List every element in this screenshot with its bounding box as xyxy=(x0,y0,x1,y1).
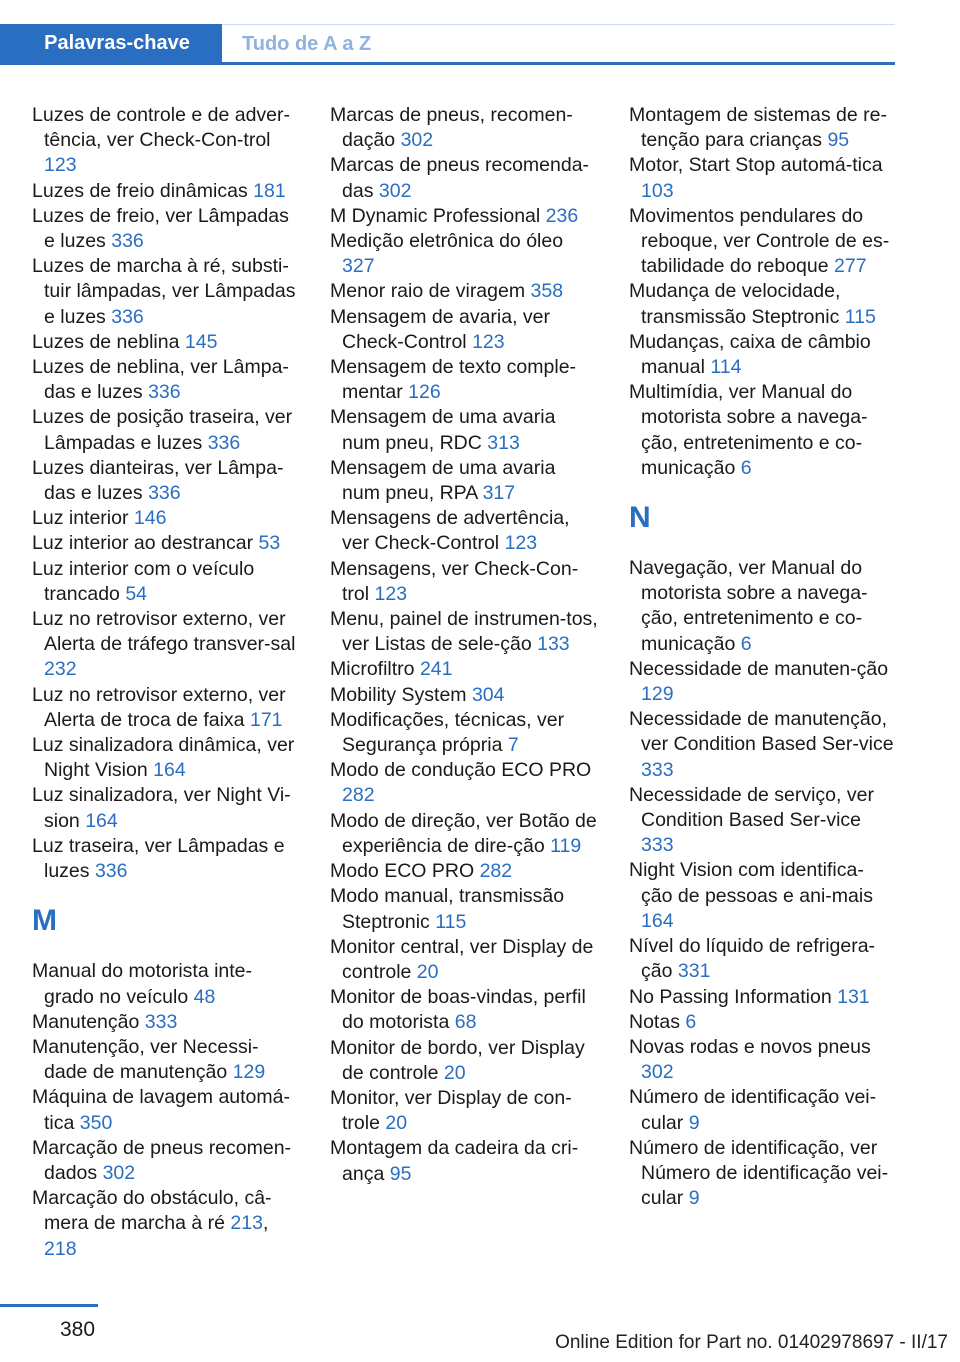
index-entry xyxy=(330,103,598,153)
index-entry-term: Mensagens, ver Check-Con-trol xyxy=(330,557,579,605)
index-entry xyxy=(629,783,895,859)
index-entry-term: Luzes de marcha à ré, substi-tuir lâmpadas, ver Lâmpadas e luzes xyxy=(32,255,296,328)
index-entry-term: Necessidade de manutenção, ver Condition Based Ser-vice xyxy=(629,708,894,756)
index-entry xyxy=(32,1186,298,1262)
index-entry xyxy=(330,229,598,279)
page-ref-link[interactable]: 115 xyxy=(435,910,467,933)
index-entry-term: Marcação de pneus recomen-dados xyxy=(32,1136,292,1184)
index-entry-term: Monitor de boas-vindas, perfil do motorista xyxy=(330,986,586,1034)
index-entry-term: Montagem de sistemas de re-tenção para crianças xyxy=(629,104,887,152)
index-entry-term: Luzes de neblina xyxy=(32,330,180,353)
index-entry xyxy=(32,1035,298,1085)
index-entry xyxy=(330,607,598,657)
page-ref-link[interactable]: 336 xyxy=(148,381,181,404)
index-entry-term: Luz interior com o veículo trancado xyxy=(32,557,255,605)
index-entry-term: Marcação do obstáculo, câ-mera de marcha à ré xyxy=(32,1187,272,1235)
index-entry xyxy=(330,456,598,506)
page-ref-link[interactable]: 123 xyxy=(374,582,408,605)
index-entry xyxy=(330,506,598,556)
index-entry xyxy=(32,531,298,556)
index-entry xyxy=(629,380,895,481)
index-entry xyxy=(330,1136,598,1186)
index-entry xyxy=(32,557,298,607)
index-entry xyxy=(330,355,598,405)
index-entry-term: Manual do motorista inte-grado no veículo xyxy=(32,960,253,1008)
index-entry-term: Menor raio de viragem xyxy=(330,280,526,303)
index-entry xyxy=(32,783,298,833)
index-entry xyxy=(629,1035,895,1085)
index-entry xyxy=(32,733,298,783)
page-ref-link[interactable]: 164 xyxy=(641,909,674,932)
index-entry xyxy=(330,708,598,758)
page-ref-link[interactable]: 282 xyxy=(342,784,375,807)
index-entry xyxy=(32,405,298,455)
page-ref-link[interactable]: 131 xyxy=(837,985,870,1008)
index-entry xyxy=(629,1010,895,1035)
index-entry-term: Notas xyxy=(629,1010,680,1033)
index-entry-term: Modo manual, transmissão Steptronic xyxy=(330,885,565,933)
index-entry xyxy=(629,1136,895,1212)
page-ref-link[interactable]: 304 xyxy=(471,683,505,706)
index-entry-term: M Dynamic Professional xyxy=(330,204,541,227)
page-ref-link[interactable]: 133 xyxy=(537,633,570,656)
edition-footer: Online Edition for Part no. 01402978697 - II/17 xyxy=(555,1332,948,1353)
page-ref-link[interactable]: 333 xyxy=(641,758,674,781)
index-entry-term: Nível do líquido de refrigera-ção xyxy=(629,935,876,983)
page-ref-link[interactable]: 126 xyxy=(408,381,441,404)
page-ref-link[interactable]: 302 xyxy=(102,1161,136,1184)
page-ref-link[interactable]: 336 xyxy=(111,230,144,253)
page-ref-link[interactable]: 9 xyxy=(688,1187,700,1210)
index-entry-term: Movimentos pendulares do reboque, ver Controle de es-tabilidade do reboque xyxy=(629,204,890,278)
page-ref-separator: , xyxy=(262,1212,269,1235)
page-ref-link[interactable]: 236 xyxy=(545,204,579,227)
index-entry-term: Medição eletrônica do óleo xyxy=(330,230,564,253)
index-entry-term: Mensagens de advertência, ver Check-Control xyxy=(330,507,570,555)
index-entry-term: Multimídia, ver Manual do motorista sobre a navega-ção, entretenimento e co-municação xyxy=(629,381,868,479)
page-ref-link[interactable]: 350 xyxy=(79,1111,113,1134)
index-entry xyxy=(32,607,298,683)
index-entry-term: Luzes de neblina, ver Lâmpa-das e luzes xyxy=(32,356,289,404)
index-entry xyxy=(32,959,298,1009)
page-ref-link[interactable]: 129 xyxy=(641,683,674,706)
page-ref-link[interactable]: 119 xyxy=(550,834,582,857)
page-number: 380 xyxy=(60,1318,96,1341)
index-entry-term: Mensagem de avaria, ver Check-Control xyxy=(330,305,551,353)
index-entry-term: Monitor central, ver Display de controle xyxy=(330,935,594,983)
index-entry xyxy=(32,103,298,179)
page-ref-link[interactable]: 213 xyxy=(230,1212,263,1235)
page-ref-link[interactable]: 7 xyxy=(507,734,519,757)
index-entry xyxy=(330,758,598,808)
page-ref-link[interactable]: 164 xyxy=(153,759,186,782)
index-entry xyxy=(330,153,598,203)
page-ref-link[interactable]: 232 xyxy=(44,658,77,681)
index-entry-term: Luz sinalizadora dinâmica, ver Night Vision xyxy=(32,734,295,782)
index-entry-term: Menu, painel de instrumen-tos, ver Listas de sele-ção xyxy=(330,608,598,656)
index-entry xyxy=(629,279,895,329)
page-ref-link[interactable]: 48 xyxy=(193,985,216,1008)
index-entry xyxy=(629,657,895,707)
index-entry-term: Mensagem de uma avaria num pneu, RDC xyxy=(330,406,556,454)
index-entry-term: Manutenção xyxy=(32,1010,140,1033)
index-entry-term: Luzes de controle e de adver-tência, ver Check-Con-trol xyxy=(32,104,290,152)
index-entry-term: Luz interior xyxy=(32,507,129,530)
index-entry xyxy=(32,330,298,355)
page-ref-link[interactable]: 302 xyxy=(400,129,434,152)
section-letter: M xyxy=(32,904,57,938)
page-ref-link[interactable]: 333 xyxy=(641,834,674,857)
index-entry xyxy=(32,834,298,884)
index-entry-term: Luz no retrovisor externo, ver Alerta de tráfego transver-sal xyxy=(32,608,296,656)
index-entry xyxy=(629,707,895,783)
index-entry-term: Luz interior ao destrancar xyxy=(32,532,254,555)
index-entry-term: Microfiltro xyxy=(330,658,415,681)
index-entry-term: Modo de direção, ver Botão de experiência de dire-ção xyxy=(330,809,597,857)
index-entry xyxy=(330,657,598,682)
index-entry-term: Modo ECO PRO xyxy=(330,860,475,883)
index-entry-term: Luzes de freio, ver Lâmpadas e luzes xyxy=(32,204,289,253)
page-ref-link[interactable]: 218 xyxy=(44,1237,77,1260)
page-ref-link[interactable]: 145 xyxy=(184,330,218,353)
index-column-2 xyxy=(330,103,598,1187)
page-ref-link[interactable]: 171 xyxy=(249,708,283,731)
index-entry xyxy=(330,985,598,1035)
index-entry-term: Marcas de pneus recomenda-das xyxy=(330,154,590,202)
page-ref-link[interactable]: 95 xyxy=(827,129,850,152)
page-ref-link[interactable]: 103 xyxy=(641,179,674,202)
index-entry-term: Luz no retrovisor externo, ver Alerta de troca de faixa xyxy=(32,683,286,731)
index-entry xyxy=(32,355,298,405)
index-entry xyxy=(629,103,895,153)
page-ref-link[interactable]: 6 xyxy=(685,1010,697,1033)
index-entry xyxy=(32,683,298,733)
page-ref-link[interactable]: 146 xyxy=(133,507,167,530)
index-entry-term: Novas rodas e novos pneus xyxy=(629,1035,871,1058)
index-entry xyxy=(629,934,895,984)
page-ref-link[interactable]: 336 xyxy=(111,305,144,328)
page-ref-link[interactable]: 164 xyxy=(85,809,118,832)
index-entry xyxy=(330,683,598,708)
page-ref-link[interactable]: 20 xyxy=(385,1112,408,1135)
page-ref-link[interactable]: 241 xyxy=(419,658,453,681)
page-ref-link[interactable]: 20 xyxy=(416,960,439,983)
index-entry xyxy=(32,254,298,330)
header-tabbar xyxy=(0,24,895,65)
index-entry-term: Modificações, técnicas, ver Segurança própria xyxy=(330,708,565,757)
index-entry xyxy=(32,1010,298,1035)
index-entry-term: Máquina de lavagem automá-tica xyxy=(32,1086,290,1134)
page-ref-link[interactable]: 123 xyxy=(504,532,538,555)
index-entry-term: Número de identificação, ver Número de identificação vei-cular xyxy=(629,1136,889,1210)
index-entry xyxy=(32,204,298,254)
page-ref-link[interactable]: 336 xyxy=(148,482,181,505)
index-entry-term: Mobility System xyxy=(330,683,467,706)
page-ref-link[interactable]: 181 xyxy=(253,179,286,202)
index-entry xyxy=(330,809,598,859)
page-ref-link[interactable]: 277 xyxy=(834,255,867,278)
index-entry-term: Night Vision com identifica-ção de pessoas e ani-mais xyxy=(629,859,873,907)
page-ref-link[interactable]: 336 xyxy=(94,860,128,883)
index-entry-term: Monitor de bordo, ver Display de controle xyxy=(330,1036,585,1084)
index-entry xyxy=(629,153,895,203)
page-ref-link[interactable]: 317 xyxy=(482,482,516,505)
index-entry xyxy=(330,935,598,985)
page-ref-link[interactable]: 302 xyxy=(641,1061,674,1084)
index-entry xyxy=(330,1086,598,1136)
index-entry xyxy=(32,456,298,506)
index-entry-term: Luz traseira, ver Lâmpadas e luzes xyxy=(32,834,285,883)
index-entry-term: Necessidade de manuten-ção xyxy=(629,657,889,680)
page-ref-link[interactable]: 123 xyxy=(44,154,77,177)
index-column-3 xyxy=(629,103,895,1211)
page-ref-link[interactable]: 115 xyxy=(844,305,876,328)
index-column-1 xyxy=(32,103,298,1262)
index-entry xyxy=(330,884,598,934)
index-entry-term: Marcas de pneus, recomen-dação xyxy=(330,104,573,152)
index-entry-term: Monitor, ver Display de con-trole xyxy=(330,1086,572,1135)
index-entry-term: Mensagem de uma avaria num pneu, RPA xyxy=(330,456,556,505)
page-ref-link[interactable]: 9 xyxy=(688,1111,700,1134)
index-entry-term: Necessidade de serviço, ver Condition Based Ser-vice xyxy=(629,783,874,832)
index-entry xyxy=(32,1136,298,1186)
page-ref-link[interactable]: 333 xyxy=(144,1010,178,1033)
index-entry-term: Mudança de velocidade, transmissão Steptronic xyxy=(629,280,841,328)
index-entry xyxy=(330,1036,598,1086)
tab-keywords[interactable]: Palavras-chave xyxy=(0,24,222,62)
index-entry-term: Motor, Start Stop automá-tica xyxy=(629,154,883,177)
page-ref-link[interactable]: 129 xyxy=(232,1061,266,1084)
index-entry-term: Número de identificação vei-cular xyxy=(629,1086,877,1134)
index-entry-term: Modo de condução ECO PRO xyxy=(330,759,592,782)
index-entry xyxy=(330,557,598,607)
section-letter: N xyxy=(629,501,651,535)
index-entry xyxy=(330,305,598,355)
index-entry xyxy=(32,506,298,531)
index-entry xyxy=(629,204,895,280)
index-entry xyxy=(629,1085,895,1135)
index-entry-term: Luzes de freio dinâmicas xyxy=(32,179,248,202)
page-ref-link[interactable]: 114 xyxy=(710,356,742,379)
page-ref-link[interactable]: 327 xyxy=(342,255,375,278)
page-ref-link[interactable]: 336 xyxy=(207,431,241,454)
index-entry xyxy=(330,204,598,229)
index-entry-term: Luzes dianteiras, ver Lâmpa-das e luzes xyxy=(32,456,284,505)
index-entry-term: Mudanças, caixa de câmbio manual xyxy=(629,330,871,379)
index-entry xyxy=(32,1085,298,1135)
page-ref-link[interactable]: 331 xyxy=(677,960,711,983)
index-entry-term: Navegação, ver Manual do motorista sobre a navega-ção, entretenimento e co-municação xyxy=(629,557,868,655)
page-ref-link[interactable]: 313 xyxy=(487,431,520,454)
index-entry-term: Manutenção, ver Necessi-dade de manutenção xyxy=(32,1035,259,1084)
index-entry xyxy=(629,556,895,657)
index-entry xyxy=(330,859,598,884)
index-entry-term: Mensagem de texto comple-mentar xyxy=(330,356,577,404)
index-entry xyxy=(330,405,598,455)
index-entry xyxy=(629,330,895,380)
page-ref-link[interactable]: 302 xyxy=(378,179,412,202)
page-ref-link[interactable]: 95 xyxy=(389,1162,412,1185)
page-ref-link[interactable]: 6 xyxy=(740,632,752,655)
index-entry-term: Luzes de posição traseira, ver Lâmpadas e luzes xyxy=(32,406,293,454)
page-number-rule xyxy=(0,1304,98,1307)
page-ref-link[interactable]: 358 xyxy=(530,280,564,303)
page-ref-link[interactable]: 282 xyxy=(479,860,513,883)
page-ref-link[interactable]: 68 xyxy=(454,1011,477,1034)
index-entry xyxy=(32,179,298,204)
index-entry-term: No Passing Information xyxy=(629,985,832,1008)
page-ref-link[interactable]: 6 xyxy=(740,456,752,479)
page-ref-link[interactable]: 54 xyxy=(125,582,148,605)
index-entry-term: Montagem da cadeira da cri-ança xyxy=(330,1137,579,1185)
page-ref-link[interactable]: 123 xyxy=(472,330,505,353)
index-entry xyxy=(629,985,895,1010)
index-entry xyxy=(629,858,895,934)
index-entry-term: Luz sinalizadora, ver Night Vi-sion xyxy=(32,784,291,832)
index-entry xyxy=(330,279,598,304)
page-ref-link[interactable]: 53 xyxy=(258,532,281,555)
page-ref-link[interactable]: 20 xyxy=(443,1061,466,1084)
tab-a-to-z[interactable]: Tudo de A a Z xyxy=(222,24,895,62)
